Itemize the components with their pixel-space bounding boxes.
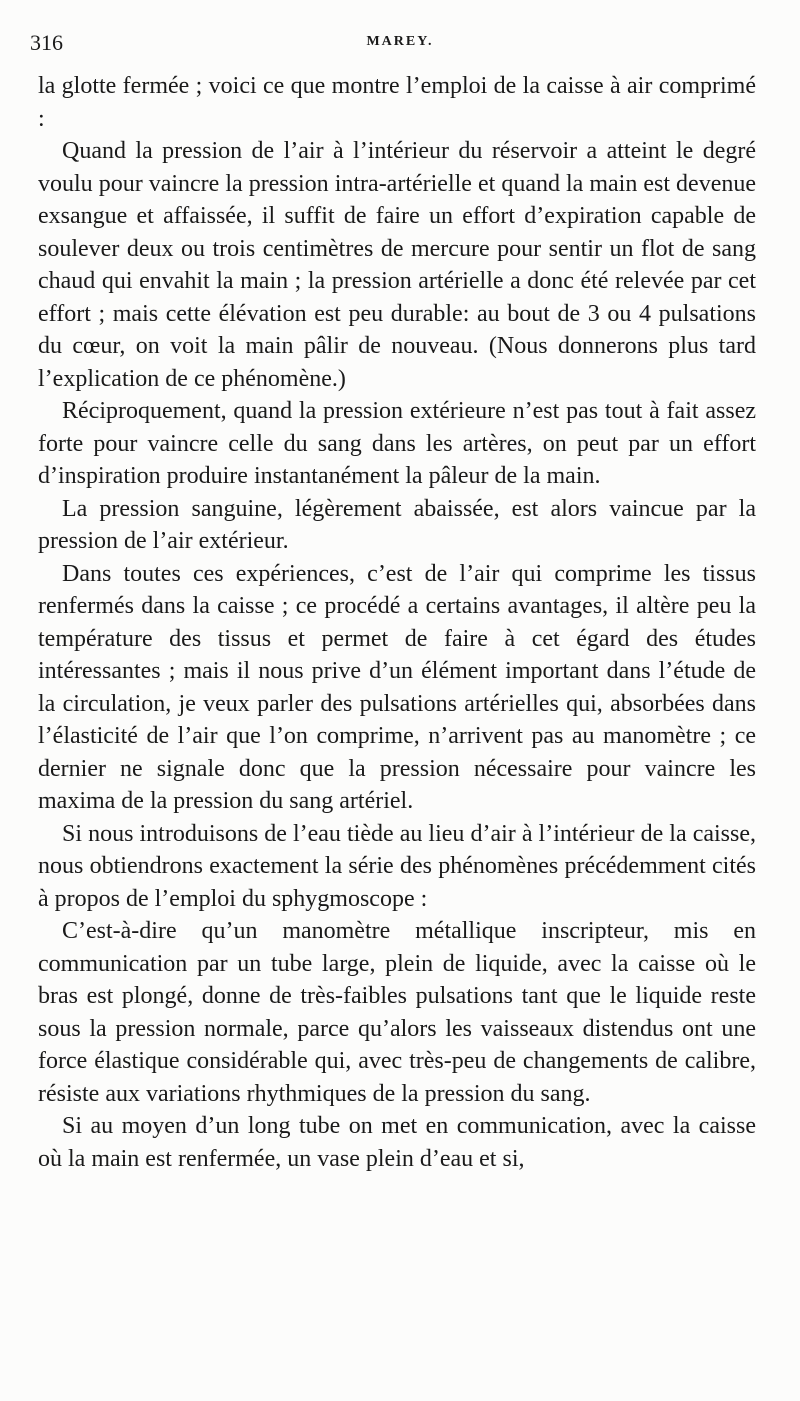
body-text	[38, 70, 756, 1175]
paragraph: La pression sanguine, légèrement abaissée, est alors vaincue par la pression de l’air extérieur.	[38, 495, 756, 554]
paragraph: Si nous introduisons de l’eau tiède au lieu d’air à l’intérieur de la caisse, nous obtiendrons exactement la série des phénomènes précédemment cités à propos de l’emploi du sphygmoscope :	[38, 820, 756, 912]
paragraph: Quand la pression de l’air à l’intérieur du réservoir a atteint le degré voulu pour vaincre la pression intra-artérielle et quand la main est devenue exsangue et affaissée, il suffit de faire un effort d’expiration capable de soulever deux ou trois centimètres de mercure pour sentir un flot de sang chaud qui envahit la main ; la pression artérielle a donc été relevée par cet effort ; mais cette élévation est peu durable: au bout de 3 ou 4 pulsations du cœur, on voit la main pâlir de nouveau. (Nous donnerons plus tard l’explication de ce phénomène.)	[38, 138, 756, 392]
paragraph: Réciproquement, quand la pression extérieure n’est pas tout à fait assez forte pour vaincre celle du sang dans les artères, on peut par un effort d’inspiration produire instantanément la pâleur de la main.	[38, 398, 756, 489]
running-head: MAREY.	[366, 34, 434, 49]
paragraph: Si au moyen d’un long tube on met en communication, avec la caisse où la main est renfermée, un vase plein d’eau et si,	[38, 1113, 756, 1172]
paragraph-continuation: la glotte fermée ; voici ce que montre l’emploi de la caisse à air comprimé :	[38, 73, 756, 132]
page-header	[30, 30, 770, 60]
paragraph: C’est-à-dire qu’un manomètre métallique inscripteur, mis en communication par un tube large, plein de liquide, avec la caisse où le bras est plongé, donne de très-faibles pulsations tant que le liquide reste sous la pression normale, parce qu’alors les vaisseaux distendus ont une force élastique considérable qui, avec très-peu de changements de calibre, résiste aux variations rhythmiques de la pression du sang.	[38, 918, 756, 1107]
paragraph: Dans toutes ces expériences, c’est de l’air qui comprime les tissus renfermés dans la caisse ; ce procédé a certains avantages, il altère peu la température des tissus et permet de faire à cet égard des études intéressantes ; mais il nous prive d’un élément important dans l’étude de la circulation, je veux parler des pulsations artérielles qui, absorbées dans l’élasticité de l’air que l’on comprime, n’arrivent pas au manomètre ; ce dernier ne signale donc que la pression nécessaire pour vaincre les maxima de la pression du sang artériel.	[38, 560, 756, 814]
page-number: 316	[30, 30, 63, 55]
